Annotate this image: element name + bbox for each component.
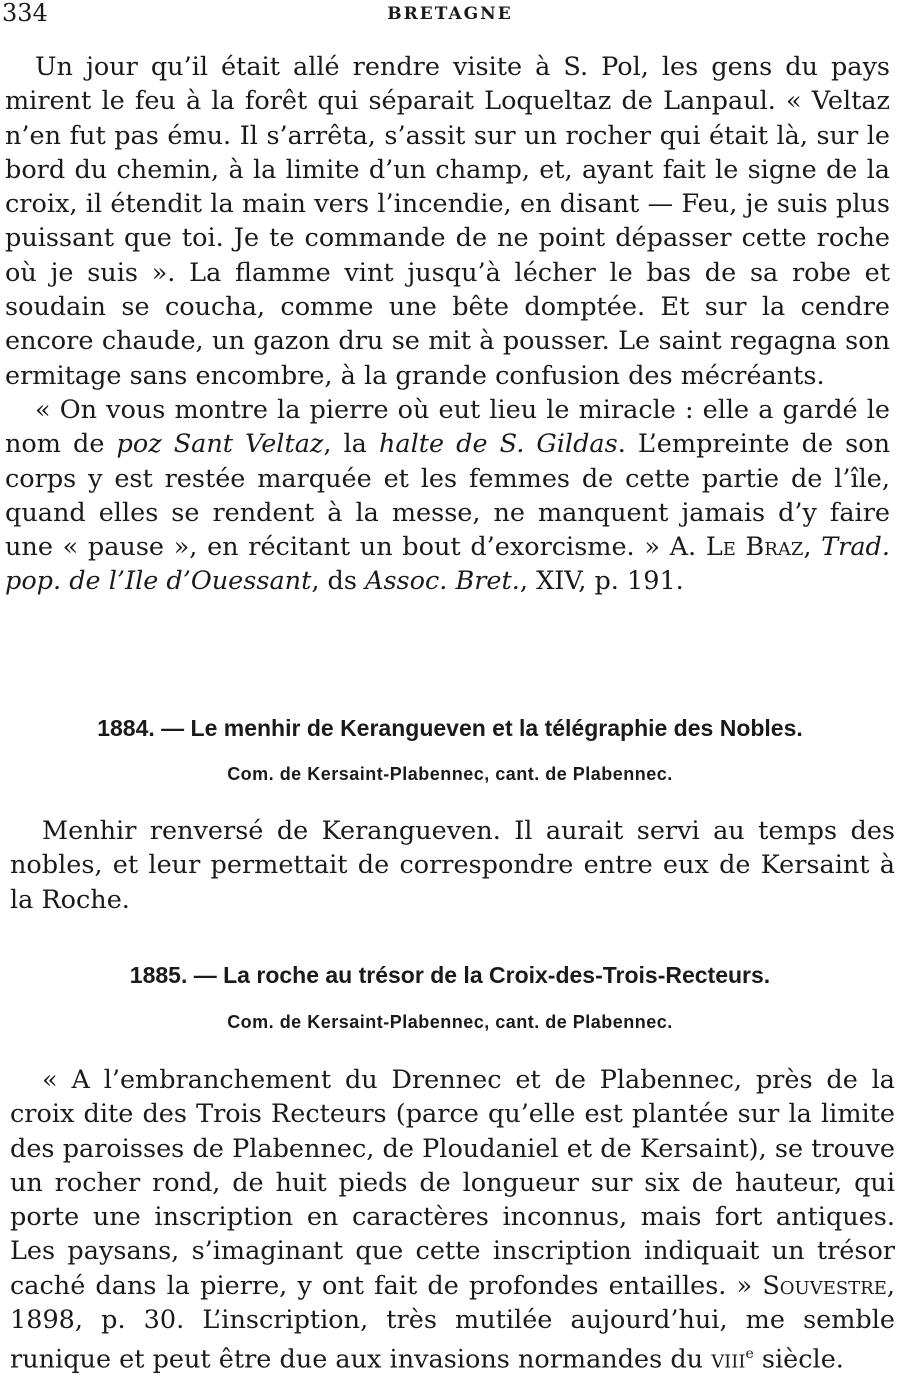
- entry-1885-title: 1885. — La roche au trésor de la Croix-des-Trois-Recteurs.: [129, 962, 771, 988]
- entry-1884-title: 1884. — Le menhir de Kerangueven et la télégraphie des Nobles.: [97, 715, 803, 741]
- e1885-text-a: « A l’embranchement du Drennec et de Plabennec, près de la croix dite des Trois Recteurs (parce qu’elle est plantée sur la limite des paroisses de Plabennec, de Ploudaniel et de Kersaint), se trouve un rocher rond, de huit pieds de longueur sur six de hauteur, qui porte une inscription en caractères inconnus, mais fort antiques. Les paysans, s’imaginant que cette inscription indiquait un trésor caché dans la pierre, y ont fait de profondes entailles. »: [10, 1065, 895, 1301]
- p2-text-f: , XIV, p. 191.: [519, 566, 684, 597]
- intro-paragraph-1: Un jour qu’il était allé rendre visite à S. Pol, les gens du pays mirent le feu à la forêt qui séparait Loqueltaz de Lanpaul. « Veltaz n’en fut pas ému. Il s’arrêta, s’assit sur un rocher qui était là, sur le bord du chemin, à la limite d’un champ, et, ayant fait le signe de la croix, il étendit la main vers l’incendie, en disant — Feu, je suis plus puissant que toi. Je te commande de ne point dépasser cette roche où je suis ». La flamme vint jusqu’à lécher le bas de sa robe et soudain se coucha, comme une bête domptée. Et sur la cendre encore chaude, un gazon dru se mit à pousser. Le saint regagna son ermitage sans encombre, à la grande confusion des mécréants.: [5, 52, 890, 391]
- intro-paragraph-2: [5, 393, 890, 599]
- entry-1885-text: [10, 1063, 895, 1377]
- entry-1885-body: [10, 1063, 895, 1377]
- entry-1884-subtitle: Com. de Kersaint-Plabennec, cant. de Plabennec.: [227, 764, 673, 784]
- entry-1884-text: Menhir renversé de Kerangueven. Il aurait servi au temps des nobles, et leur permettait de correspondre entre eux de Kersaint à la Roche.: [10, 816, 895, 915]
- page-header: [0, 0, 900, 28]
- p2-italic-2: halte de S. Gildas: [378, 429, 618, 460]
- p2-text-a: « On vous montre la pierre où eut lieu le miracle : elle a gardé le nom de: [5, 394, 890, 460]
- e1885-author: Souvestre: [762, 1270, 887, 1301]
- page-number: 334: [2, 0, 48, 27]
- intro-section: [5, 50, 890, 599]
- e1885-century: viii: [711, 1344, 746, 1375]
- running-title: BRETAGNE: [387, 4, 513, 24]
- entry-1884-body: [10, 814, 895, 917]
- e1885-text-c: siècle.: [753, 1344, 844, 1375]
- e1885-text-b: , 1898, p. 30. L’inscription, très mutilée aujourd’hui, me semble runique et peut être due aux invasions normandes du: [10, 1270, 895, 1375]
- p2-italic-1: poz Sant Veltaz: [116, 429, 324, 460]
- p2-text-b: , la: [323, 429, 379, 460]
- p2-text-d: ,: [803, 532, 822, 563]
- p2-text-c: . L’empreinte de son corps y est restée marquée et les femmes de cette partie de l’île, quand elles se rendent à la messe, ne manquent jamais d’y faire une « pause », en récitant un bout d’exorcisme. » A.: [5, 429, 891, 563]
- entry-1885-subtitle: Com. de Kersaint-Plabennec, cant. de Plabennec.: [227, 1012, 673, 1032]
- p2-author: Le Braz: [705, 532, 804, 563]
- e1885-century-sup: e: [745, 1346, 754, 1363]
- p2-italic-4: Assoc. Bret.: [365, 566, 520, 597]
- p2-text-e: , ds: [311, 566, 366, 597]
- p2-italic-3: Trad. pop. de l’Ile d’Ouessant: [5, 532, 890, 597]
